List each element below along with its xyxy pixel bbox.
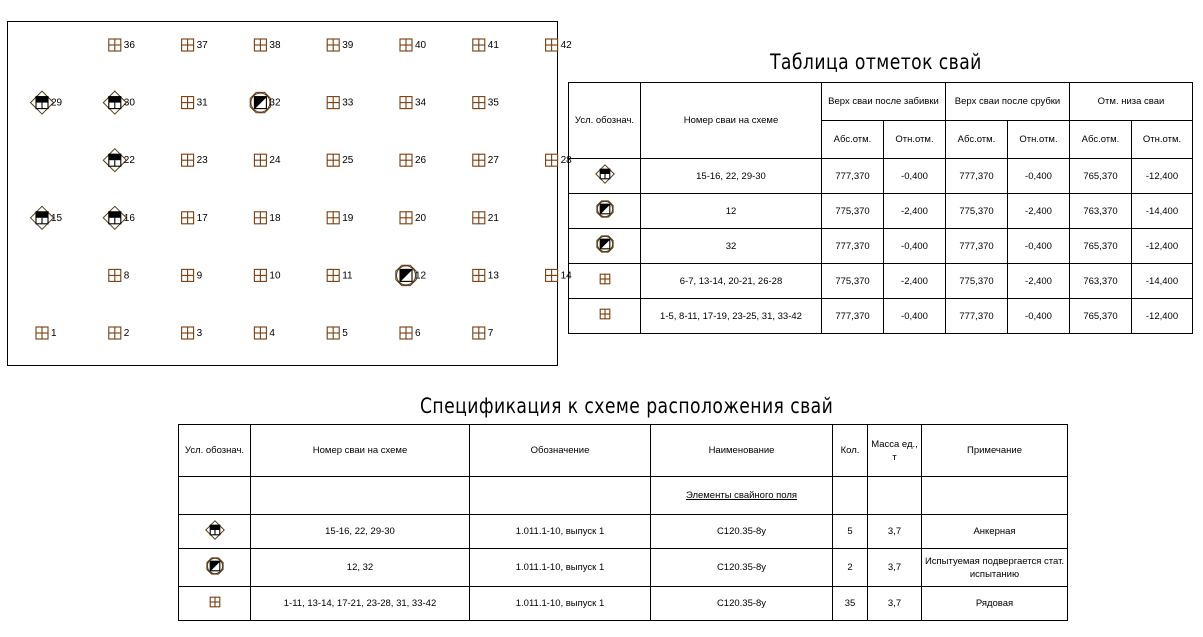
pile-number-label: 14 bbox=[560, 270, 572, 282]
marks-value-cell: 775,370 bbox=[946, 264, 1008, 299]
pile-number-label: 8 bbox=[123, 270, 130, 282]
spec-pile-numbers-cell: 12, 32 bbox=[251, 549, 470, 587]
pile-number-label: 5 bbox=[342, 328, 348, 339]
marks-value-cell: 775,370 bbox=[822, 194, 884, 229]
pile-number-label: 12 bbox=[415, 270, 427, 282]
pile-number-label: 15 bbox=[51, 212, 63, 224]
pile-number-label: 41 bbox=[487, 40, 499, 51]
spec-header-designation: Обозначение bbox=[470, 425, 651, 477]
marks-value-cell: 763,370 bbox=[1070, 194, 1132, 229]
pile-normal bbox=[254, 212, 281, 224]
spec-name-cell: С120.35-8у bbox=[651, 515, 833, 549]
spec-designation-cell: 1.011.1-10, выпуск 1 bbox=[470, 515, 651, 549]
pile-number-label: 39 bbox=[342, 40, 354, 51]
anchor-pile-icon bbox=[594, 163, 616, 185]
pile-number-label: 34 bbox=[415, 97, 427, 109]
spec-qty-cell: 35 bbox=[833, 587, 868, 621]
pile-normal bbox=[327, 269, 353, 281]
pile-number-label: 4 bbox=[269, 328, 275, 339]
marks-header-abs: Абс.отм. bbox=[822, 121, 884, 159]
test-pile-icon bbox=[594, 198, 616, 220]
spec-header-pile-numbers: Номер сваи на схеме bbox=[251, 425, 470, 477]
pile-normal bbox=[254, 327, 275, 339]
marks-table-title: Таблица отметок свай bbox=[770, 50, 982, 74]
pile-number-label: 27 bbox=[487, 155, 499, 167]
pile-number-label: 21 bbox=[487, 212, 499, 224]
marks-value-cell: -14,400 bbox=[1132, 264, 1193, 299]
pile-normal bbox=[400, 154, 427, 166]
normal-pile-icon bbox=[594, 303, 616, 325]
pile-normal bbox=[254, 269, 281, 281]
marks-value-cell: 765,370 bbox=[1070, 299, 1132, 334]
pile-normal bbox=[473, 212, 500, 224]
pile-normal bbox=[473, 154, 500, 166]
pile-normal bbox=[473, 327, 494, 339]
marks-table-row bbox=[569, 264, 1193, 299]
pile-number-label: 9 bbox=[196, 270, 203, 282]
marks-value-cell: 765,370 bbox=[1070, 159, 1132, 194]
pile-number-label: 38 bbox=[269, 40, 281, 51]
marks-value-cell: 777,370 bbox=[946, 229, 1008, 264]
marks-value-cell: 777,370 bbox=[822, 299, 884, 334]
pile-number-label: 31 bbox=[196, 97, 208, 109]
pile-number-label: 11 bbox=[342, 270, 353, 282]
marks-table bbox=[568, 82, 1193, 334]
spec-table-row bbox=[179, 549, 1068, 587]
pile-normal bbox=[182, 97, 209, 109]
marks-value-cell: -14,400 bbox=[1132, 194, 1193, 229]
spec-name-cell: С120.35-8у bbox=[651, 587, 833, 621]
pile-number-label: 25 bbox=[342, 155, 354, 167]
spec-header-mass: Масса ед., т bbox=[868, 425, 922, 477]
spec-header-symbol: Усл. обознач. bbox=[179, 425, 251, 477]
marks-header-pile-numbers: Номер сваи на схеме bbox=[641, 83, 822, 159]
plan-frame bbox=[8, 22, 558, 366]
pile-number-label: 1 bbox=[51, 328, 57, 339]
pile-normal bbox=[254, 39, 281, 51]
marks-symbol-cell bbox=[569, 299, 641, 334]
marks-symbol-cell bbox=[569, 264, 641, 299]
marks-value-cell: -0,400 bbox=[1008, 159, 1070, 194]
marks-value-cell: 765,370 bbox=[1070, 229, 1132, 264]
spec-designation-cell: 1.011.1-10, выпуск 1 bbox=[470, 587, 651, 621]
pile-number-label: 42 bbox=[560, 40, 572, 51]
spec-symbol-cell bbox=[179, 515, 251, 549]
pile-normal bbox=[473, 97, 500, 109]
pile-number-label: 6 bbox=[415, 328, 421, 339]
pile-number-label: 10 bbox=[269, 270, 281, 282]
marks-symbol-cell bbox=[569, 194, 641, 229]
pile-number-label: 16 bbox=[123, 212, 135, 224]
pile-normal bbox=[327, 212, 354, 224]
marks-header-rel: Отн.отм. bbox=[1132, 121, 1193, 159]
spec-section-title bbox=[651, 477, 833, 515]
pile-number-label: 13 bbox=[487, 270, 499, 282]
spec-header-note: Примечание bbox=[922, 425, 1068, 477]
pile-normal bbox=[400, 327, 421, 339]
marks-table-row bbox=[569, 159, 1193, 194]
pile-anchor bbox=[31, 206, 63, 229]
pile-number-label: 22 bbox=[123, 155, 135, 167]
marks-value-cell: -12,400 bbox=[1132, 159, 1193, 194]
marks-header-symbol: Усл. обознач. bbox=[569, 83, 641, 159]
pile-number-label: 40 bbox=[415, 40, 427, 51]
pile-number-label: 23 bbox=[196, 155, 208, 167]
marks-symbol-cell bbox=[569, 229, 641, 264]
pile-normal bbox=[327, 154, 354, 166]
pile-number-label: 36 bbox=[123, 40, 135, 51]
marks-value-cell: -0,400 bbox=[1008, 229, 1070, 264]
test-pile-icon bbox=[594, 233, 616, 255]
pile-anchor bbox=[103, 149, 135, 172]
pile-normal bbox=[109, 327, 130, 339]
marks-value-cell: -0,400 bbox=[884, 299, 946, 334]
spec-note-cell: Рядовая bbox=[922, 587, 1068, 621]
pile-number-label: 37 bbox=[196, 40, 208, 51]
pile-normal bbox=[182, 269, 203, 281]
pile-normal bbox=[400, 39, 427, 51]
pile-test bbox=[396, 265, 427, 285]
marks-table-row bbox=[569, 194, 1193, 229]
normal-pile-icon bbox=[594, 268, 616, 290]
spec-header-name: Наименование bbox=[651, 425, 833, 477]
test-pile-icon bbox=[204, 555, 226, 577]
marks-value-cell: -12,400 bbox=[1132, 229, 1193, 264]
spec-symbol-cell bbox=[179, 587, 251, 621]
piles-group bbox=[31, 39, 573, 339]
marks-pile-numbers-cell: 6-7, 13-14, 20-21, 26-28 bbox=[641, 264, 822, 299]
pile-number-label: 2 bbox=[123, 328, 130, 339]
pile-number-label: 3 bbox=[196, 328, 203, 339]
marks-value-cell: 763,370 bbox=[1070, 264, 1132, 299]
pile-anchor bbox=[31, 91, 63, 114]
spec-header-qty: Кол. bbox=[833, 425, 868, 477]
marks-value-cell: -2,400 bbox=[1008, 194, 1070, 229]
pile-normal bbox=[327, 97, 354, 109]
marks-value-cell: -0,400 bbox=[1008, 299, 1070, 334]
pile-number-label: 29 bbox=[51, 97, 63, 109]
marks-header-rel: Отн.отм. bbox=[884, 121, 946, 159]
marks-header-top-after-cutting: Верх сваи после срубки bbox=[946, 83, 1070, 121]
pile-normal bbox=[182, 39, 209, 51]
pile-normal bbox=[546, 39, 573, 51]
spec-pile-numbers-cell: 1-11, 13-14, 17-21, 23-28, 31, 33-42 bbox=[251, 587, 470, 621]
anchor-pile-icon bbox=[204, 519, 226, 541]
pile-normal bbox=[36, 327, 57, 339]
marks-value-cell: 777,370 bbox=[822, 159, 884, 194]
marks-header-bottom: Отм. низа сваи bbox=[1070, 83, 1193, 121]
pile-number-label: 20 bbox=[415, 212, 427, 224]
spec-qty-cell: 2 bbox=[833, 549, 868, 587]
pile-normal bbox=[109, 269, 130, 281]
marks-value-cell: -2,400 bbox=[884, 194, 946, 229]
spec-designation-cell: 1.011.1-10, выпуск 1 bbox=[470, 549, 651, 587]
pile-number-label: 24 bbox=[269, 155, 281, 167]
spec-pile-numbers-cell: 15-16, 22, 29-30 bbox=[251, 515, 470, 549]
marks-pile-numbers-cell: 1-5, 8-11, 17-19, 23-25, 31, 33-42 bbox=[641, 299, 822, 334]
marks-value-cell: 777,370 bbox=[946, 159, 1008, 194]
pile-normal bbox=[400, 97, 427, 109]
marks-value-cell: 775,370 bbox=[946, 194, 1008, 229]
spec-qty-cell: 5 bbox=[833, 515, 868, 549]
marks-table-row bbox=[569, 299, 1193, 334]
spec-section-label: Элементы свайного поля bbox=[685, 490, 798, 501]
spec-table-title: Спецификация к схеме расположения свай bbox=[420, 394, 834, 418]
pile-number-label: 26 bbox=[415, 155, 427, 167]
marks-value-cell: 777,370 bbox=[946, 299, 1008, 334]
marks-header-top-after-driving: Верх сваи после забивки bbox=[822, 83, 946, 121]
marks-value-cell: -0,400 bbox=[884, 159, 946, 194]
pile-number-label: 32 bbox=[269, 97, 281, 109]
marks-header-rel: Отн.отм. bbox=[1008, 121, 1070, 159]
marks-value-cell: 777,370 bbox=[822, 229, 884, 264]
marks-value-cell: -12,400 bbox=[1132, 299, 1193, 334]
spec-name-cell: С120.35-8у bbox=[651, 549, 833, 587]
marks-pile-numbers-cell: 12 bbox=[641, 194, 822, 229]
pile-normal bbox=[473, 39, 500, 51]
pile-normal bbox=[182, 327, 203, 339]
marks-header-abs: Абс.отм. bbox=[1070, 121, 1132, 159]
pile-normal bbox=[182, 212, 209, 224]
pile-normal bbox=[109, 39, 136, 51]
marks-symbol-cell bbox=[569, 159, 641, 194]
spec-symbol-cell bbox=[179, 549, 251, 587]
pile-normal bbox=[400, 212, 427, 224]
spec-mass-cell: 3,7 bbox=[868, 515, 922, 549]
spec-note-cell: Анкерная bbox=[922, 515, 1068, 549]
spec-table-row bbox=[179, 515, 1068, 549]
pile-normal bbox=[182, 154, 209, 166]
spec-table-row bbox=[179, 587, 1068, 621]
marks-value-cell: -0,400 bbox=[884, 229, 946, 264]
pile-normal bbox=[327, 327, 348, 339]
pile-number-label: 30 bbox=[123, 97, 135, 109]
marks-header-abs: Абс.отм. bbox=[946, 121, 1008, 159]
pile-normal bbox=[254, 154, 281, 166]
marks-pile-numbers-cell: 15-16, 22, 29-30 bbox=[641, 159, 822, 194]
marks-table-row bbox=[569, 229, 1193, 264]
marks-value-cell: -2,400 bbox=[884, 264, 946, 299]
pile-anchor bbox=[103, 206, 135, 229]
pile-number-label: 35 bbox=[487, 97, 499, 109]
marks-value-cell: 775,370 bbox=[822, 264, 884, 299]
pile-normal bbox=[327, 39, 354, 51]
pile-number-label: 7 bbox=[487, 328, 494, 339]
spec-mass-cell: 3,7 bbox=[868, 587, 922, 621]
pile-number-label: 17 bbox=[196, 212, 208, 224]
pile-number-label: 19 bbox=[342, 212, 354, 224]
spec-note-cell: Испытуемая подвергается стат. испытанию bbox=[922, 549, 1068, 587]
pile-test bbox=[250, 92, 281, 112]
pile-number-label: 33 bbox=[342, 97, 354, 109]
normal-pile-icon bbox=[204, 591, 226, 613]
pile-number-label: 28 bbox=[560, 155, 572, 167]
spec-table bbox=[178, 424, 1068, 621]
pile-anchor bbox=[103, 91, 135, 114]
spec-mass-cell: 3,7 bbox=[868, 549, 922, 587]
marks-value-cell: -2,400 bbox=[1008, 264, 1070, 299]
pile-normal bbox=[473, 269, 500, 281]
pile-number-label: 18 bbox=[269, 212, 281, 224]
marks-pile-numbers-cell: 32 bbox=[641, 229, 822, 264]
